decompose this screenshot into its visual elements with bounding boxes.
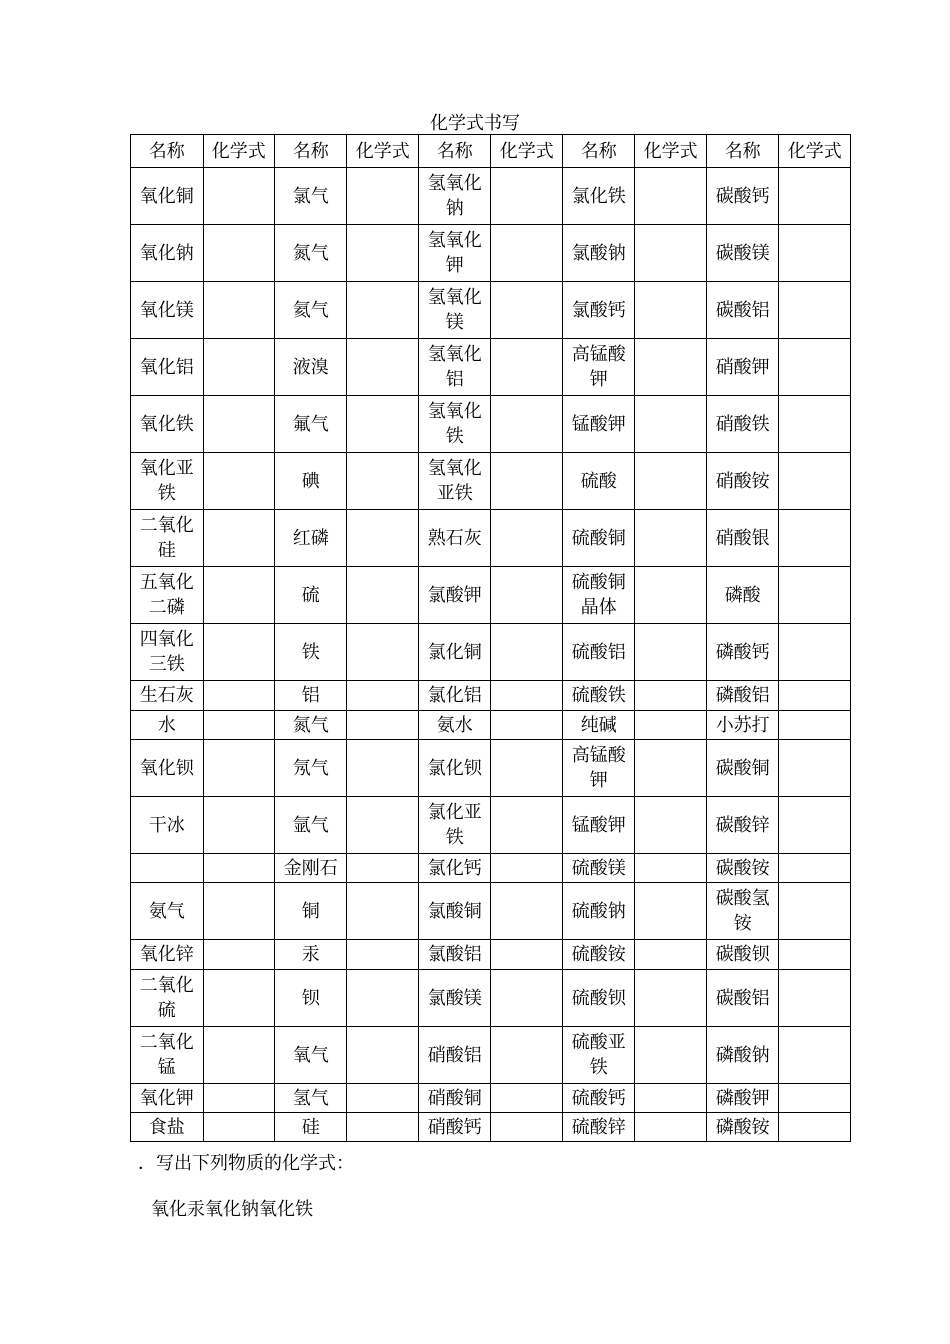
substance-name-cell: 碳酸铝 [706, 970, 779, 1027]
formula-answer-cell[interactable] [779, 396, 851, 453]
substance-name-cell: 硫酸铁 [562, 681, 635, 711]
header-row [131, 135, 851, 168]
formula-answer-cell[interactable] [779, 624, 851, 681]
substance-name-cell: 硝酸铁 [706, 396, 779, 453]
formula-answer-cell[interactable] [635, 797, 706, 854]
substance-name-cell: 硫酸镁 [562, 854, 635, 883]
formula-answer-cell[interactable] [203, 453, 274, 510]
substance-name-cell: 铁 [274, 624, 347, 681]
substance-name-cell: 硝酸银 [706, 510, 779, 567]
substance-name-cell: 二氧化锰 [131, 1027, 204, 1084]
formula-answer-cell[interactable] [347, 453, 418, 510]
substance-name-cell: 硫酸铝 [562, 624, 635, 681]
header-name-col-3: 名称 [418, 135, 491, 168]
header-formula-col-2: 化学式 [347, 135, 418, 168]
formula-answer-cell[interactable] [347, 740, 418, 797]
formula-answer-cell[interactable] [779, 1113, 851, 1142]
formula-answer-cell[interactable] [635, 1027, 706, 1084]
formula-answer-cell[interactable] [203, 282, 274, 339]
table-row [131, 854, 851, 883]
header-name-col-5: 名称 [706, 135, 779, 168]
formula-answer-cell[interactable] [779, 339, 851, 396]
substance-name-cell: 氢氧化钾 [418, 225, 491, 282]
formula-answer-cell[interactable] [347, 339, 418, 396]
substance-name-cell: 氧气 [274, 1027, 347, 1084]
substance-name-cell: 磷酸铵 [706, 1113, 779, 1142]
formula-answer-cell[interactable] [779, 225, 851, 282]
table-row [131, 168, 851, 225]
formula-answer-cell[interactable] [203, 1084, 274, 1113]
formula-answer-cell[interactable] [491, 970, 562, 1027]
substance-name-cell: 磷酸钾 [706, 1084, 779, 1113]
table-row [131, 624, 851, 681]
question-text: ．写出下列物质的化学式： [138, 1153, 354, 1174]
table-body [131, 168, 851, 1142]
substance-name-cell: 碳酸钙 [706, 168, 779, 225]
substance-name-cell: 硅 [274, 1113, 347, 1142]
substance-name-cell: 氯化铜 [418, 624, 491, 681]
substance-name-cell: 硝酸铝 [418, 1027, 491, 1084]
substance-name-cell: 碳酸镁 [706, 225, 779, 282]
formula-answer-cell[interactable] [491, 740, 562, 797]
formula-answer-cell[interactable] [779, 681, 851, 711]
substance-name-cell: 氧化铁 [131, 396, 204, 453]
substance-name-cell: 硫酸钙 [562, 1084, 635, 1113]
table-row [131, 1084, 851, 1113]
formula-answer-cell[interactable] [491, 567, 562, 624]
formula-answer-cell[interactable] [635, 883, 706, 940]
substance-name-cell: 碳酸锌 [706, 797, 779, 854]
formula-answer-cell[interactable] [347, 282, 418, 339]
page-title: 化学式书写 [430, 113, 520, 134]
substance-name-cell: 硫酸钡 [562, 970, 635, 1027]
formula-answer-cell[interactable] [347, 681, 418, 711]
substance-name-cell: 氯酸铜 [418, 883, 491, 940]
formula-answer-cell[interactable] [635, 396, 706, 453]
formula-answer-cell[interactable] [347, 567, 418, 624]
substance-name-cell: 磷酸钙 [706, 624, 779, 681]
formula-answer-cell[interactable] [491, 396, 562, 453]
substance-name-cell: 液溴 [274, 339, 347, 396]
table-row [131, 567, 851, 624]
substance-name-cell: 磷酸 [706, 567, 779, 624]
substance-name-cell: 氧化亚铁 [131, 453, 204, 510]
substance-name-cell: 氧化铝 [131, 339, 204, 396]
substance-name-cell: 硝酸钾 [706, 339, 779, 396]
formula-answer-cell[interactable] [203, 940, 274, 970]
substance-name-cell: 高锰酸钾 [562, 339, 635, 396]
table-row [131, 740, 851, 797]
substance-name-cell: 硫酸钠 [562, 883, 635, 940]
substance-name-cell: 氯化钙 [418, 854, 491, 883]
formula-answer-cell[interactable] [779, 883, 851, 940]
substance-name-cell: 碳酸铜 [706, 740, 779, 797]
formula-answer-cell[interactable] [347, 1027, 418, 1084]
table-row [131, 225, 851, 282]
substance-name-cell: 氢氧化铁 [418, 396, 491, 453]
formula-answer-cell[interactable] [203, 339, 274, 396]
substance-name-cell: 氢氧化镁 [418, 282, 491, 339]
header-name-col-4: 名称 [562, 135, 635, 168]
substance-name-cell: 氧化钾 [131, 1084, 204, 1113]
substance-name-cell: 硫酸铜 [562, 510, 635, 567]
substance-name-cell: 水 [131, 711, 204, 740]
formula-answer-cell[interactable] [779, 711, 851, 740]
formula-answer-cell[interactable] [779, 970, 851, 1027]
header-name-col-2: 名称 [274, 135, 347, 168]
formula-answer-cell[interactable] [491, 1027, 562, 1084]
formula-answer-cell[interactable] [203, 396, 274, 453]
substance-name-cell: 氢氧化铝 [418, 339, 491, 396]
formula-answer-cell[interactable] [203, 711, 274, 740]
formula-answer-cell[interactable] [491, 711, 562, 740]
substance-name-cell: 二氧化硅 [131, 510, 204, 567]
substance-name-cell: 氧化铜 [131, 168, 204, 225]
table-row [131, 711, 851, 740]
formula-answer-cell[interactable] [347, 940, 418, 970]
substance-name-cell: 氟气 [274, 396, 347, 453]
substance-name-cell: 氦气 [274, 282, 347, 339]
substance-name-cell: 氢气 [274, 1084, 347, 1113]
formula-answer-cell[interactable] [635, 510, 706, 567]
table-row [131, 510, 851, 567]
substance-name-cell: 氯化钡 [418, 740, 491, 797]
substance-name-cell: 碳酸钡 [706, 940, 779, 970]
table-row [131, 883, 851, 940]
substance-name-cell: 氯化铁 [562, 168, 635, 225]
substance-name-cell: 汞 [274, 940, 347, 970]
formula-answer-cell[interactable] [635, 681, 706, 711]
substance-name-cell: 熟石灰 [418, 510, 491, 567]
formula-answer-cell[interactable] [635, 624, 706, 681]
table-row [131, 940, 851, 970]
formula-answer-cell[interactable] [203, 567, 274, 624]
header-formula-col-4: 化学式 [635, 135, 706, 168]
table-row [131, 1113, 851, 1142]
substance-name-cell: 氢氧化钠 [418, 168, 491, 225]
formula-answer-cell[interactable] [491, 1084, 562, 1113]
formula-answer-cell[interactable] [347, 883, 418, 940]
formula-answer-cell[interactable] [491, 854, 562, 883]
substance-name-cell: 氯酸钙 [562, 282, 635, 339]
formula-answer-cell[interactable] [203, 854, 274, 883]
formula-answer-cell[interactable] [491, 339, 562, 396]
formula-answer-cell[interactable] [203, 168, 274, 225]
formula-answer-cell[interactable] [203, 225, 274, 282]
formula-answer-cell[interactable] [779, 1027, 851, 1084]
substance-name-cell: 氯酸镁 [418, 970, 491, 1027]
formula-answer-cell[interactable] [347, 711, 418, 740]
substance-name-cell: 碳酸铝 [706, 282, 779, 339]
formula-answer-cell[interactable] [203, 1027, 274, 1084]
substance-name-cell: 生石灰 [131, 681, 204, 711]
substance-name-cell: 氯酸钠 [562, 225, 635, 282]
substance-name-cell: 氯酸钾 [418, 567, 491, 624]
formula-answer-cell[interactable] [779, 740, 851, 797]
substance-name-cell: 硝酸钙 [418, 1113, 491, 1142]
answer-line: 氧化汞氧化钠氧化铁 [151, 1199, 313, 1220]
formula-answer-cell[interactable] [635, 453, 706, 510]
header-formula-col-3: 化学式 [491, 135, 562, 168]
formula-answer-cell[interactable] [635, 282, 706, 339]
substance-name-cell: 氢氧化亚铁 [418, 453, 491, 510]
substance-name-cell: 硝酸铜 [418, 1084, 491, 1113]
formula-answer-cell[interactable] [491, 681, 562, 711]
substance-name-cell: 碳酸氢铵 [706, 883, 779, 940]
substance-name-cell: 硫 [274, 567, 347, 624]
formula-answer-cell[interactable] [491, 168, 562, 225]
substance-name-cell: 氮气 [274, 711, 347, 740]
substance-name-cell: 锰酸钾 [562, 797, 635, 854]
substance-name-cell: 氩气 [274, 797, 347, 854]
formula-answer-cell[interactable] [347, 1084, 418, 1113]
substance-name-cell: 磷酸铝 [706, 681, 779, 711]
table-row [131, 1027, 851, 1084]
substance-name-cell: 锰酸钾 [562, 396, 635, 453]
formula-answer-cell[interactable] [203, 740, 274, 797]
formula-answer-cell[interactable] [347, 396, 418, 453]
formula-answer-cell[interactable] [779, 282, 851, 339]
formula-answer-cell[interactable] [347, 624, 418, 681]
formula-answer-cell[interactable] [347, 510, 418, 567]
substance-name-cell: 高锰酸钾 [562, 740, 635, 797]
substance-name-cell: 氧化锌 [131, 940, 204, 970]
formula-answer-cell[interactable] [491, 940, 562, 970]
formula-answer-cell[interactable] [203, 510, 274, 567]
substance-name-cell: 氯气 [274, 168, 347, 225]
substance-name-cell: 铜 [274, 883, 347, 940]
formula-answer-cell[interactable] [779, 940, 851, 970]
formula-answer-cell[interactable] [203, 970, 274, 1027]
substance-name-cell: 钡 [274, 970, 347, 1027]
substance-name-cell: 氧化镁 [131, 282, 204, 339]
substance-name-cell: 四氧化三铁 [131, 624, 204, 681]
substance-name-cell: 氧化钠 [131, 225, 204, 282]
formula-answer-cell[interactable] [203, 1113, 274, 1142]
formula-answer-cell[interactable] [779, 453, 851, 510]
table-row [131, 797, 851, 854]
substance-name-cell: 硝酸铵 [706, 453, 779, 510]
formula-answer-cell[interactable] [635, 1084, 706, 1113]
formula-answer-cell[interactable] [347, 1113, 418, 1142]
substance-name-cell: 碘 [274, 453, 347, 510]
substance-name-cell: 硫酸锌 [562, 1113, 635, 1142]
substance-name-cell: 碳酸铵 [706, 854, 779, 883]
header-formula-col-5: 化学式 [779, 135, 851, 168]
substance-name-cell: 硫酸 [562, 453, 635, 510]
formula-answer-cell[interactable] [635, 940, 706, 970]
formula-answer-cell[interactable] [491, 453, 562, 510]
formula-answer-cell[interactable] [347, 225, 418, 282]
formula-answer-cell[interactable] [203, 681, 274, 711]
table-row [131, 282, 851, 339]
formula-answer-cell[interactable] [635, 740, 706, 797]
formula-answer-cell[interactable] [779, 854, 851, 883]
substance-name-cell: 红磷 [274, 510, 347, 567]
formula-answer-cell[interactable] [347, 854, 418, 883]
formula-answer-cell[interactable] [779, 797, 851, 854]
substance-name-cell [131, 854, 204, 883]
substance-name-cell: 硫酸铵 [562, 940, 635, 970]
substance-name-cell: 氯化亚铁 [418, 797, 491, 854]
formula-answer-cell[interactable] [491, 797, 562, 854]
substance-name-cell: 氖气 [274, 740, 347, 797]
substance-name-cell: 硫酸铜晶体 [562, 567, 635, 624]
substance-name-cell: 氯化铝 [418, 681, 491, 711]
header-formula-col-1: 化学式 [203, 135, 274, 168]
formula-answer-cell[interactable] [635, 567, 706, 624]
formula-answer-cell[interactable] [491, 282, 562, 339]
substance-name-cell: 铝 [274, 681, 347, 711]
formula-answer-cell[interactable] [347, 797, 418, 854]
substance-name-cell: 氯酸铝 [418, 940, 491, 970]
formula-answer-cell[interactable] [491, 1113, 562, 1142]
formula-answer-cell[interactable] [635, 711, 706, 740]
table-row [131, 453, 851, 510]
formula-answer-cell[interactable] [779, 567, 851, 624]
formula-answer-cell[interactable] [491, 883, 562, 940]
formula-answer-cell[interactable] [491, 624, 562, 681]
formula-answer-cell[interactable] [779, 168, 851, 225]
formula-answer-cell[interactable] [347, 970, 418, 1027]
formula-answer-cell[interactable] [635, 970, 706, 1027]
substance-name-cell: 氧化钡 [131, 740, 204, 797]
formula-answer-cell[interactable] [779, 1084, 851, 1113]
formula-answer-cell[interactable] [491, 510, 562, 567]
substance-name-cell: 纯碱 [562, 711, 635, 740]
formula-answer-cell[interactable] [635, 854, 706, 883]
substance-name-cell: 五氧化二磷 [131, 567, 204, 624]
table-row [131, 396, 851, 453]
formula-answer-cell[interactable] [635, 1113, 706, 1142]
formula-answer-cell[interactable] [635, 225, 706, 282]
substance-name-cell: 氮气 [274, 225, 347, 282]
formula-answer-cell[interactable] [347, 168, 418, 225]
formula-answer-cell[interactable] [635, 168, 706, 225]
formula-answer-cell[interactable] [203, 624, 274, 681]
formula-answer-cell[interactable] [203, 797, 274, 854]
substance-name-cell: 干冰 [131, 797, 204, 854]
table-row [131, 970, 851, 1027]
table-row [131, 681, 851, 711]
table-row [131, 339, 851, 396]
substance-name-cell: 硫酸亚铁 [562, 1027, 635, 1084]
substance-name-cell: 二氧化硫 [131, 970, 204, 1027]
formula-answer-cell[interactable] [491, 225, 562, 282]
substance-name-cell: 金刚石 [274, 854, 347, 883]
formula-answer-cell[interactable] [779, 510, 851, 567]
substance-name-cell: 氨气 [131, 883, 204, 940]
formula-answer-cell[interactable] [635, 339, 706, 396]
header-name-col-1: 名称 [131, 135, 204, 168]
formula-table [130, 134, 851, 1142]
substance-name-cell: 小苏打 [706, 711, 779, 740]
substance-name-cell: 磷酸钠 [706, 1027, 779, 1084]
substance-name-cell: 食盐 [131, 1113, 204, 1142]
formula-answer-cell[interactable] [203, 883, 274, 940]
substance-name-cell: 氨水 [418, 711, 491, 740]
